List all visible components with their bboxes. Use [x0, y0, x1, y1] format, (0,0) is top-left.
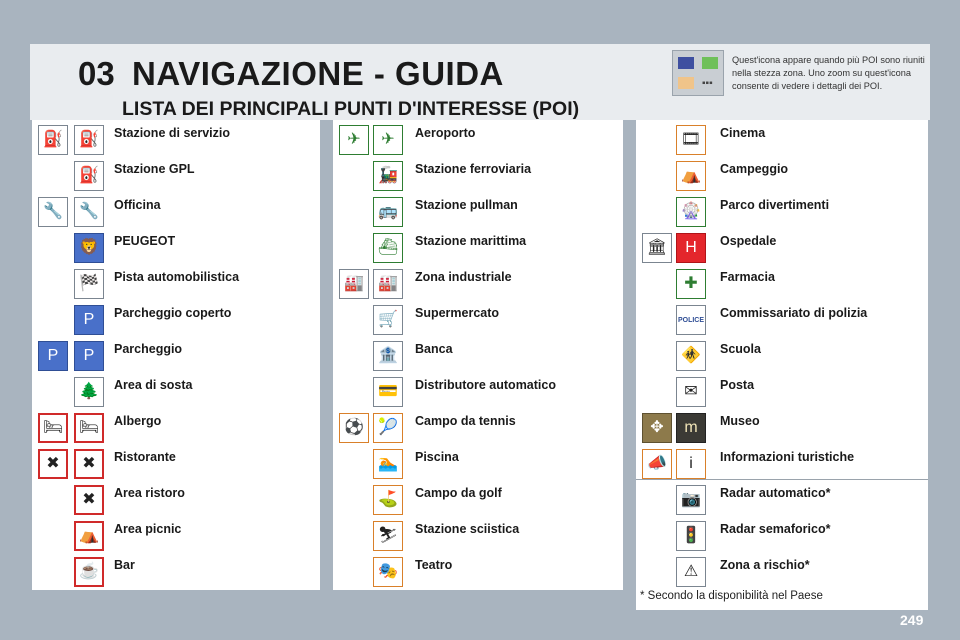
- poi-label: Distributore automatico: [415, 378, 556, 392]
- poi-row: [636, 482, 928, 518]
- poi-label: Parcheggio: [114, 342, 183, 356]
- tennis-icon: 🎾: [373, 413, 403, 443]
- poi-list-middle: [333, 120, 623, 590]
- poi-row: [636, 410, 928, 446]
- poi-label: Piscina: [415, 450, 459, 464]
- poi-row: [333, 410, 623, 446]
- poi-label: Campeggio: [720, 162, 789, 176]
- school-icon: 🚸: [676, 341, 706, 371]
- camping-icon: ⛺: [676, 161, 706, 191]
- cluster-square-blue-icon: [678, 57, 694, 69]
- museum-m-icon: m: [676, 413, 706, 443]
- poi-row: [333, 158, 623, 194]
- cluster-square-green-icon: [702, 57, 718, 69]
- poi-row: [636, 122, 928, 158]
- poi-row: [32, 374, 320, 410]
- poi-label: Banca: [415, 342, 453, 356]
- hotel-bed-icon: 🛏: [38, 413, 68, 443]
- fuel-pump-icon: ⛽: [38, 125, 68, 155]
- poi-label: Area di sosta: [114, 378, 193, 392]
- section-title: LISTA DEI PRINCIPALI PUNTI D'INTERESSE (POI): [122, 98, 580, 120]
- rest-area-icon: 🌲: [74, 377, 104, 407]
- train-station-icon: 🚂: [373, 161, 403, 191]
- poi-label: Aeroporto: [415, 126, 476, 140]
- poi-label: Teatro: [415, 558, 453, 572]
- info-icon: i: [676, 449, 706, 479]
- poi-row: [333, 482, 623, 518]
- poi-label: Stazione marittima: [415, 234, 527, 248]
- picnic-area-icon: ⛺: [74, 521, 104, 551]
- speed-camera-icon: 📷: [676, 485, 706, 515]
- industrial-zone-icon: 🏭: [373, 269, 403, 299]
- post-envelope-icon: ✉: [676, 377, 706, 407]
- poi-row: [636, 554, 928, 590]
- section-divider: [636, 479, 928, 480]
- cinema-film-icon: 🎞: [676, 125, 706, 155]
- poi-row: [333, 338, 623, 374]
- poi-label: Stazione di servizio: [114, 126, 231, 140]
- parking-icon: P: [38, 341, 68, 371]
- poi-row: [333, 374, 623, 410]
- museum-icon: ✥: [642, 413, 672, 443]
- hotel-bed-icon: 🛏: [74, 413, 104, 443]
- poi-label: Parco divertimenti: [720, 198, 830, 212]
- cluster-square-orange-icon: [678, 77, 694, 89]
- poi-row: [333, 122, 623, 158]
- poi-row: [333, 194, 623, 230]
- poi-label: Campo da golf: [415, 486, 502, 500]
- poi-row: [32, 446, 320, 482]
- poi-label: Commissariato di polizia: [720, 306, 868, 320]
- ski-station-icon: ⛷: [373, 521, 403, 551]
- cluster-dots-icon: ▪▪▪: [702, 78, 713, 89]
- poi-row: [32, 266, 320, 302]
- poi-label: Museo: [720, 414, 760, 428]
- poi-label: Radar automatico*: [720, 486, 831, 500]
- poi-row: [636, 194, 928, 230]
- golf-icon: ⛳: [373, 485, 403, 515]
- peugeot-lion-icon: 🦁: [74, 233, 104, 263]
- poi-row: [333, 518, 623, 554]
- poi-row: [32, 410, 320, 446]
- poi-label: Zona a rischio*: [720, 558, 810, 572]
- poi-label: Ristorante: [114, 450, 176, 464]
- poi-row: [636, 374, 928, 410]
- poi-label: Radar semaforico*: [720, 522, 831, 536]
- poi-label: PEUGEOT: [114, 234, 176, 248]
- police-icon: POLICE: [676, 305, 706, 335]
- poi-list-left: [32, 120, 320, 590]
- poi-row: [333, 266, 623, 302]
- poi-label: Scuola: [720, 342, 761, 356]
- poi-label: Farmacia: [720, 270, 775, 284]
- wrench-icon: 🔧: [74, 197, 104, 227]
- theater-icon: 🎭: [373, 557, 403, 587]
- poi-label: Bar: [114, 558, 135, 572]
- sport-icon: ⚽: [339, 413, 369, 443]
- page-number: 249: [900, 612, 924, 628]
- poi-row: [32, 518, 320, 554]
- bank-icon: 🏦: [373, 341, 403, 371]
- poi-row: [32, 554, 320, 590]
- restaurant-icon: ✖: [38, 449, 68, 479]
- airport-icon: ✈: [339, 125, 369, 155]
- poi-label: Stazione sciistica: [415, 522, 520, 536]
- poi-row: [636, 302, 928, 338]
- amusement-park-icon: 🎡: [676, 197, 706, 227]
- poi-row: [636, 266, 928, 302]
- risk-zone-warning-icon: ⚠: [676, 557, 706, 587]
- poi-row: [636, 230, 928, 266]
- parking-icon: P: [74, 341, 104, 371]
- poi-row: [32, 338, 320, 374]
- poi-row: [333, 554, 623, 590]
- race-track-icon: 🏁: [74, 269, 104, 299]
- poi-label: Area picnic: [114, 522, 182, 536]
- covered-parking-icon: P: [74, 305, 104, 335]
- red-light-camera-icon: 🚦: [676, 521, 706, 551]
- fuel-pump-icon: ⛽: [74, 125, 104, 155]
- coffee-cup-icon: ☕: [74, 557, 104, 587]
- gpl-pump-icon: ⛽: [74, 161, 104, 191]
- poi-label: Stazione pullman: [415, 198, 518, 212]
- poi-row: [32, 302, 320, 338]
- poi-label: Supermercato: [415, 306, 500, 320]
- shopping-cart-icon: 🛒: [373, 305, 403, 335]
- poi-label: Campo da tennis: [415, 414, 516, 428]
- poi-label: Zona industriale: [415, 270, 512, 284]
- hospital-h-icon: H: [676, 233, 706, 263]
- restaurant-icon: ✖: [74, 449, 104, 479]
- poi-row: [636, 158, 928, 194]
- poi-label: Stazione GPL: [114, 162, 195, 176]
- poi-row: [636, 338, 928, 374]
- poi-row: [32, 122, 320, 158]
- chapter-title: NAVIGAZIONE - GUIDA: [132, 55, 504, 92]
- poi-list-right: [636, 120, 928, 610]
- poi-label: Area ristoro: [114, 486, 185, 500]
- poi-row: [636, 518, 928, 554]
- poi-row: [333, 302, 623, 338]
- footnote: * Secondo la disponibilità nel Paese: [640, 590, 823, 602]
- wrench-icon: 🔧: [38, 197, 68, 227]
- poi-label: Stazione ferroviaria: [415, 162, 532, 176]
- poi-row: [32, 194, 320, 230]
- tourist-info-icon: 📣: [642, 449, 672, 479]
- chapter-number: 03: [78, 55, 115, 92]
- poi-row: [333, 446, 623, 482]
- poi-label: Posta: [720, 378, 755, 392]
- poi-label: Officina: [114, 198, 161, 212]
- poi-row: [32, 158, 320, 194]
- poi-row: [32, 230, 320, 266]
- poi-label: Informazioni turistiche: [720, 450, 855, 464]
- swimming-pool-icon: 🏊: [373, 449, 403, 479]
- ferry-terminal-icon: ⛴: [373, 233, 403, 263]
- bus-station-icon: 🚌: [373, 197, 403, 227]
- poi-row: [32, 482, 320, 518]
- pharmacy-cross-icon: ✚: [676, 269, 706, 299]
- airplane-icon: ✈: [373, 125, 403, 155]
- poi-label: Parcheggio coperto: [114, 306, 232, 320]
- refreshment-area-icon: ✖: [74, 485, 104, 515]
- poi-cluster-icon: [672, 50, 724, 96]
- poi-label: Cinema: [720, 126, 766, 140]
- poi-label: Albergo: [114, 414, 162, 428]
- poi-label: Ospedale: [720, 234, 777, 248]
- atm-icon: 💳: [373, 377, 403, 407]
- poi-row: [636, 446, 928, 482]
- hospital-building-icon: 🏛: [642, 233, 672, 263]
- poi-row: [333, 230, 623, 266]
- poi-label: Pista automobilistica: [114, 270, 240, 284]
- industrial-zone-icon: 🏭: [339, 269, 369, 299]
- poi-cluster-note: Quest'icona appare quando più POI sono riuniti nella stezza zona. Uno zoom su quest'icona consente di vedere i dettagli dei POI.: [732, 55, 925, 91]
